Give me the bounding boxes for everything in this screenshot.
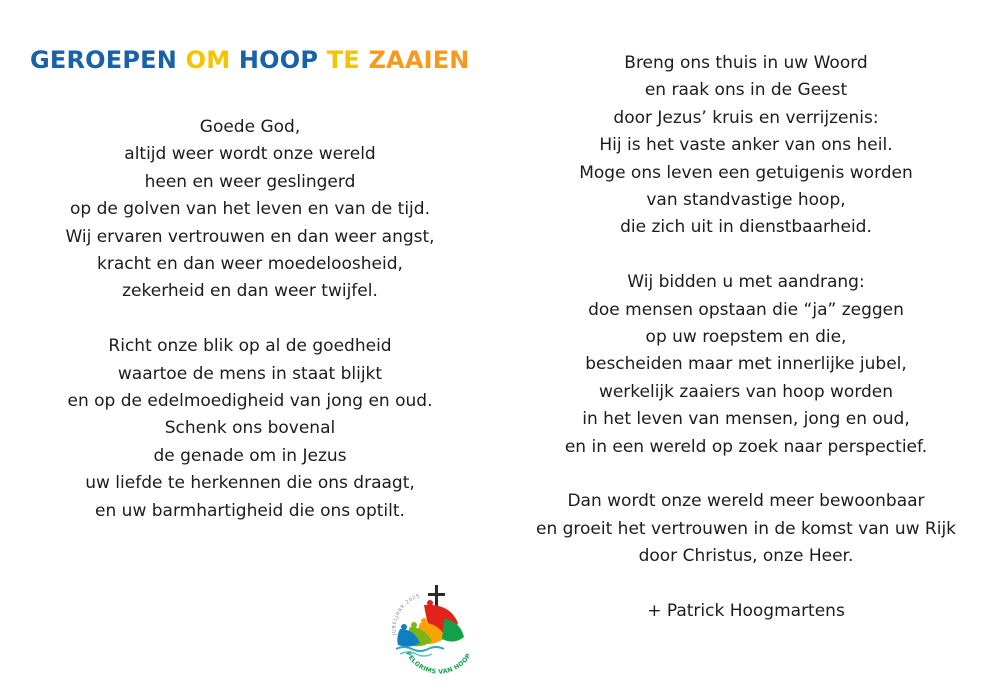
stanza (30, 333, 470, 525)
poem-line: die zich uit in dienstbaarheid. (620, 217, 872, 238)
prayer-right-column (520, 50, 972, 625)
poem-line: van standvastige hoop, (646, 190, 846, 211)
poem-line: Wij bidden u met aandrang: (627, 272, 865, 293)
poem-line: uw liefde te herkennen die ons draagt, (85, 473, 415, 494)
title-word: GEROEPEN (30, 46, 178, 74)
poem-line: en raak ons in de Geest (644, 80, 848, 101)
poem-line: Schenk ons bovenal (164, 418, 336, 439)
title-word: OM (185, 46, 231, 74)
poem-line: en op de edelmoedigheid van jong en oud. (67, 391, 433, 412)
poem-line: Breng ons thuis in uw Woord (624, 53, 868, 73)
poem-line: Dan wordt onze wereld meer bewoonbaar (567, 491, 925, 512)
poem-line: zekerheid en dan weer twijfel. (122, 281, 378, 302)
stanza (520, 488, 972, 570)
prayer-left-column (30, 114, 470, 552)
poem-line: heen en weer geslingerd (144, 171, 356, 192)
poem-line: en in een wereld op zoek naar perspectief. (564, 436, 928, 457)
poem-line: en groeit het vertrouwen in de komst van uw Rijk (535, 518, 957, 539)
poem-line: altijd weer wordt onze wereld (124, 144, 376, 165)
poem-line: Hij is het vaste anker van ons heil. (599, 135, 893, 156)
poem-line: en uw barmhartigheid die ons optilt. (95, 500, 405, 521)
poem-line: door Jezus’ kruis en verrijzenis: (613, 107, 879, 128)
poem-line: Richt onze blik op al de goedheid (108, 336, 392, 357)
svg-text:PELGRIMS VAN HOOP (404, 651, 473, 675)
title-word: TE (326, 46, 360, 74)
poem-line: Moge ons leven een getuigenis worden (579, 162, 913, 183)
jubilee-pilgrims-of-hope-logo-icon (384, 583, 478, 675)
poem-line: waartoe de mens in staat blijkt (117, 363, 383, 384)
title-word: HOOP (238, 46, 319, 74)
logo-arc-text: JUBELJAAR 2025 (391, 593, 421, 636)
signature: + Patrick Hoogmartens (647, 601, 845, 622)
poem-line: werkelijk zaaiers van hoop worden (598, 381, 894, 402)
logo-ring-text: PELGRIMS VAN HOOP (404, 650, 473, 675)
poem-line: doe mensen opstaan die “ja” zeggen (588, 299, 904, 320)
page-title (30, 46, 470, 74)
poem-line: Goede God, (199, 117, 301, 137)
stanza (520, 269, 972, 461)
stanza (520, 50, 972, 242)
poem-line: kracht en dan weer moedeloosheid, (97, 254, 403, 275)
poem-line: op uw roepstem en die, (645, 327, 847, 348)
poem-line: in het leven van mensen, jong en oud, (582, 409, 910, 430)
poem-line: op de golven van het leven en van de tijd. (70, 199, 430, 220)
poem-line: de genade om in Jezus (153, 445, 347, 466)
poem-line: bescheiden maar met innerlijke jubel, (585, 354, 907, 375)
poem-line: Wij ervaren vertrouwen en dan weer angst, (65, 226, 435, 247)
stanza (30, 114, 470, 306)
title-word: ZAAIEN (368, 46, 470, 74)
poem-line: door Christus, onze Heer. (638, 546, 854, 567)
